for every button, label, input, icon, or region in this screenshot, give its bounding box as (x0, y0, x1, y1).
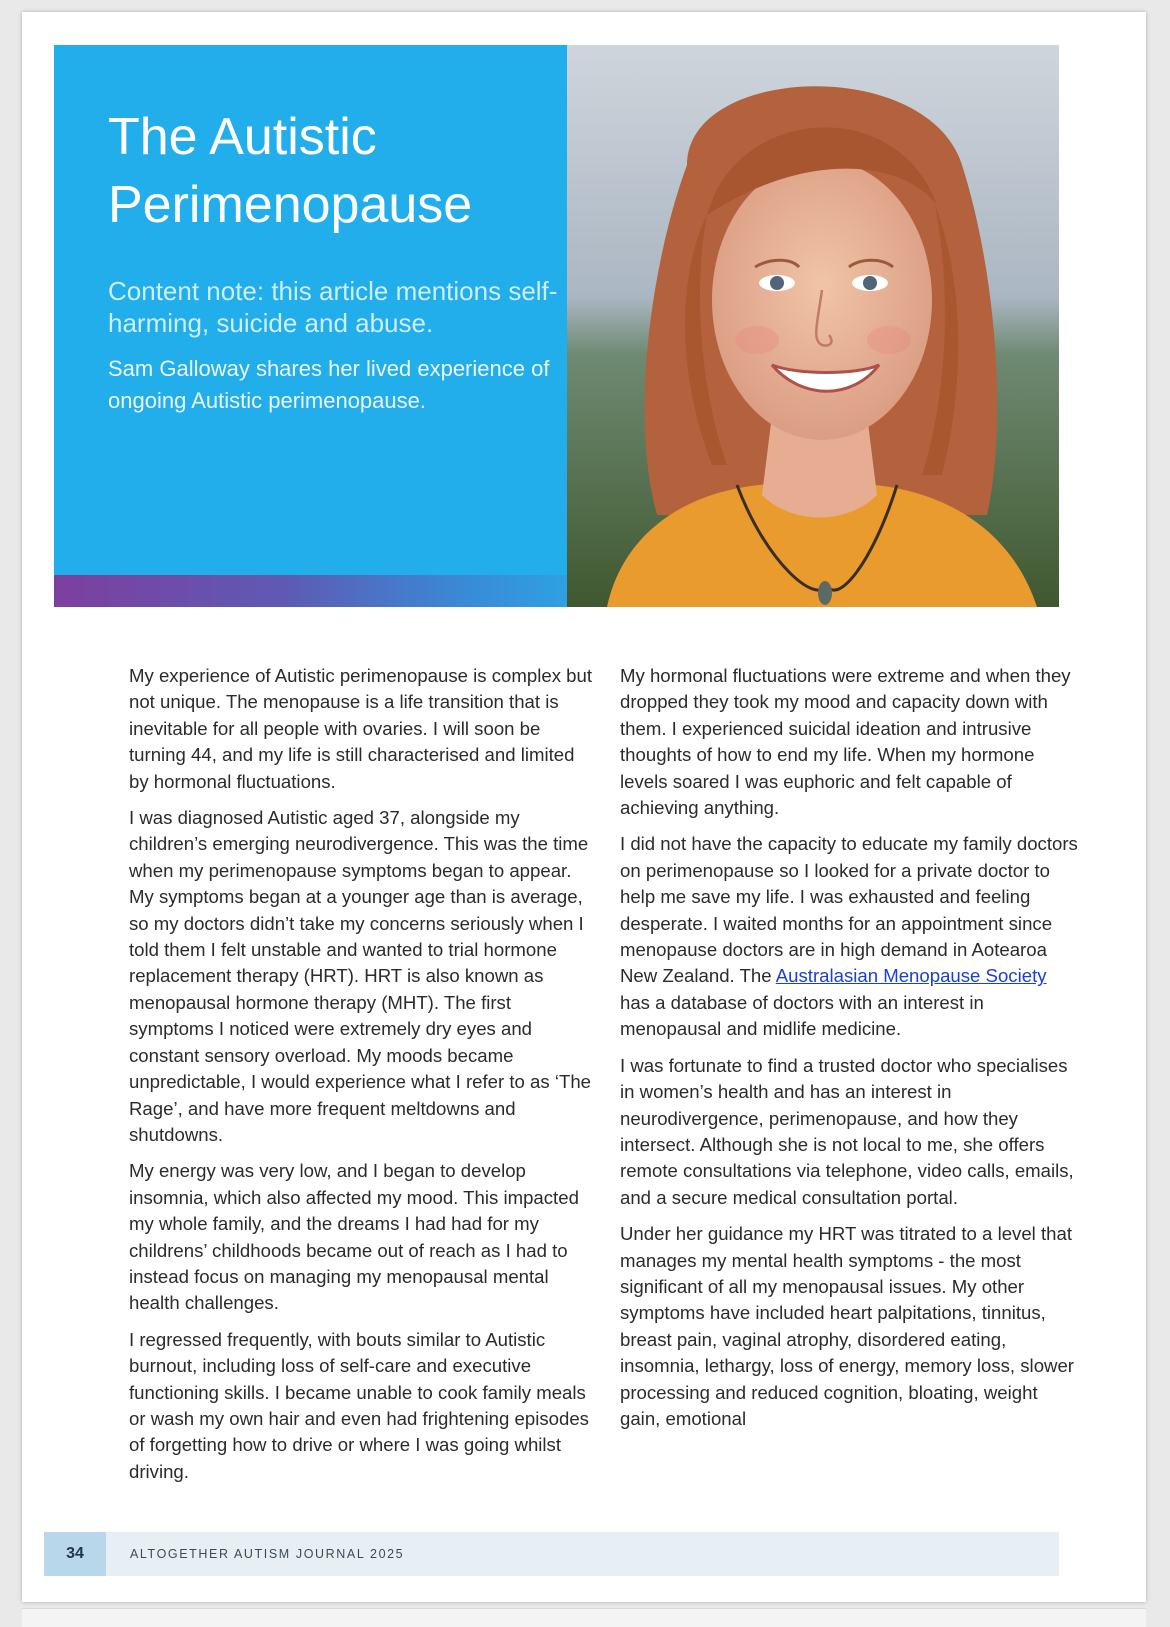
body-paragraph: My experience of Autistic perimenopause is complex but not unique. The menopause is a life transition that is inevitable for all people with ovaries. I will soon be turning 44, and my life is still characterised and limited by hormonal fluctuations. (129, 665, 593, 792)
author-portrait-photo (567, 45, 1059, 607)
body-paragraph: Under her guidance my HRT was titrated to a level that manages my mental health symptoms - the most significant of all my menopausal issues. My other symptoms have included heart palpitations, tinnitus, breast pain, vaginal atrophy, disordered eating, insomnia, lethargy, loss of energy, memory loss, slower processing and reduced cognition, bloating, weight gain, emotional (620, 1223, 1074, 1429)
article-header (54, 45, 1059, 607)
article-standfirst: Sam Galloway shares her lived experience of ongoing Autistic perimenopause. (108, 356, 550, 413)
left-column (129, 663, 599, 1495)
body-paragraph: I regressed frequently, with bouts similar to Autistic burnout, including loss of self-care and executive functioning skills. I became unable to cook family meals or wash my own hair and even had frightening episodes of forgetting how to drive or where I was going whilst driving. (129, 1328, 589, 1482)
paragraph-text: I did not have the capacity to educate my family doctors on perimenopause so I looked for a private doctor to help me save my life. I was exhausted and feeling desperate. I waited months for an appointment since menopause doctors are in high demand in Aotearoa New Zealand. The (620, 833, 1078, 987)
body-paragraph-with-link (620, 831, 1080, 1042)
body-paragraph: My hormonal fluctuations were extreme and when they dropped they took my mood and capacity down with them. I experienced suicidal ideation and intrusive thoughts of how to end my life. When my hormone levels soared I was euphoric and felt capable of achieving anything. (620, 665, 1071, 819)
page-number: 34 (44, 1532, 106, 1576)
australasian-menopause-society-link[interactable]: Australasian Menopause Society (775, 965, 1047, 987)
article-title (108, 103, 548, 239)
body-paragraph: My energy was very low, and I began to develop insomnia, which also affected my mood. This impacted my whole family, and the dreams I had had for my childrens’ childhoods became out of reach as I had to instead focus on managing my menopausal mental health challenges. (129, 1160, 579, 1314)
title-panel (54, 45, 567, 607)
title-line-2: Perimenopause (108, 176, 473, 234)
content-note: Content note: this article mentions self-harming, suicide and abuse. (108, 276, 558, 338)
body-paragraph: I was fortunate to find a trusted doctor who specialises in women’s health and has an interest in neurodivergence, perimenopause, and how they intersect. Although she is not local to me, she offers remote consultations via telephone, video calls, emails, and a secure medical consultation portal. (620, 1054, 1074, 1208)
title-line-1: The Autistic (108, 108, 377, 166)
next-page-edge (22, 1608, 1146, 1627)
body-paragraph: I was diagnosed Autistic aged 37, alongside my children’s emerging neurodivergence. This was the time when my perimenopause symptoms began to appear. My symptoms began at a younger age than is average, so my doctors didn’t take my concerns seriously when I told them I felt unstable and wanted to trial hormone replacement therapy (HRT). HRT is also known as menopausal hormone therapy (MHT). The first symptoms I noticed were extremely dry eyes and constant sensory overload. My moods became unpredictable, I would experience what I refer to as ‘The Rage’, and have more frequent meltdowns and shutdowns. (129, 807, 592, 1145)
paragraph-text: has a database of doctors with an interest in menopausal and midlife medicine. (620, 991, 984, 1040)
page-footer (44, 1532, 1059, 1576)
journal-page (22, 12, 1146, 1602)
gradient-accent-bar (54, 575, 567, 607)
portrait-illustration (567, 45, 1059, 607)
journal-name: ALTOGETHER AUTISM JOURNAL 2025 (130, 1547, 405, 1561)
right-column (620, 663, 1080, 1442)
